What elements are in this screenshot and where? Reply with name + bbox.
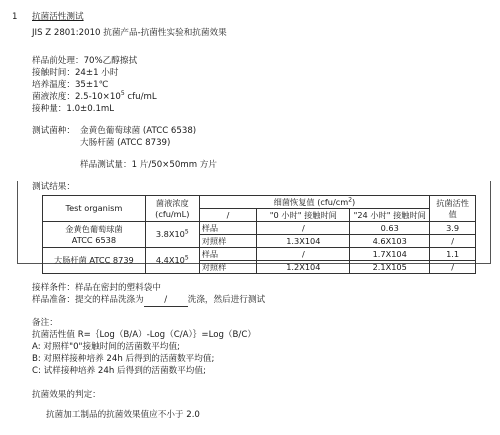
organism-cell: 大肠杆菌 ATCC 8739 xyxy=(43,248,146,274)
value-0h-cell: 1.2X104 xyxy=(257,261,350,274)
table-header-row xyxy=(43,196,476,209)
judgement-title: 抗菌效果的判定： xyxy=(32,390,101,400)
subheader-0h: "0 小时" 接触时间 xyxy=(257,209,350,222)
sample-type-cell: 对照样 xyxy=(199,235,257,248)
activity-cell: 3.9 xyxy=(430,222,476,235)
organism-1: 金黄色葡萄球菌 (ATCC 6538) xyxy=(80,126,197,136)
condition-concentration: 菌液浓度：$2.5-10\times 10^5$ cfu/mL xyxy=(32,90,157,102)
header-activity: 抗菌活性 值 xyxy=(430,196,476,222)
sample-type-cell: 样品 xyxy=(199,248,257,261)
notes-title: 备注： xyxy=(32,318,58,328)
notes-formula: 抗菌活性值 R=｛Log（B/A）-Log（C/A）｝=Log（B/C） xyxy=(32,330,256,340)
condition-inoculum: 接种量：1.0±0.1mL xyxy=(32,104,115,114)
condition-temperature: 培养温度：35±1℃ xyxy=(32,80,109,90)
sample-type-cell: 样品 xyxy=(199,222,257,235)
organisms-label: 测试菌种： xyxy=(32,126,75,136)
sample-type-cell: 对照样 xyxy=(199,261,257,274)
concentration-cell: $4.4X10^5$ xyxy=(145,248,199,274)
organism-2: 大肠杆菌 (ATCC 8739) xyxy=(80,138,171,148)
value-0h-cell: / xyxy=(257,222,350,235)
subheader-24h: "24 小时" 接触时间 xyxy=(350,209,430,222)
header-recovery: 细菌恢复值 $(cfu/cm^2)$ xyxy=(199,196,430,209)
section-number: 1 xyxy=(12,12,18,22)
table-row xyxy=(43,222,476,235)
results-title: 测试结果： xyxy=(32,182,75,192)
notes-b: B: 对照样接种培养 24h 后得到的活菌数平均值; xyxy=(32,354,215,364)
standard-line: JIS Z 2801:2010 抗菌产品-抗菌性实验和抗菌效果 xyxy=(32,28,227,38)
value-0h-cell: / xyxy=(257,248,350,261)
header-organism: Test organism xyxy=(43,196,146,222)
results-table xyxy=(42,195,476,274)
activity-cell: 1.1 xyxy=(430,248,476,261)
condition-pretreatment: 样品前处理：70%乙醇擦拭 xyxy=(32,56,138,66)
value-24h-cell: 4.6X103 xyxy=(350,235,430,248)
concentration-cell: $3.8X10^5$ xyxy=(145,222,199,248)
notes-a: A: 对照样"0"接触时间的活菌数平均值; xyxy=(32,342,180,352)
inoculation-condition: 接样条件：样品在密封的塑料袋中 xyxy=(32,283,161,293)
table-row xyxy=(43,248,476,261)
value-0h-cell: 1.3X104 xyxy=(257,235,350,248)
value-24h-cell: 2.1X105 xyxy=(350,261,430,274)
sample-size: 样品测试量：1 片/50×50mm 方片 xyxy=(80,160,217,170)
sample-preparation: 样品准备：提交的样品洗涤为 / 洗涤，然后进行测试 xyxy=(32,295,266,305)
judgement-text: 抗菌加工制品的抗菌效果值应不小于 2.0 xyxy=(46,410,200,420)
value-24h-cell: 1.7X104 xyxy=(350,248,430,261)
header-concentration: 菌液浓度 (cfu/mL) xyxy=(145,196,199,222)
organism-cell: 金黄色葡萄球菌 ATCC 6538 xyxy=(43,222,146,248)
value-24h-cell: 0.63 xyxy=(350,222,430,235)
condition-contact-time: 接触时间：24±1 小时 xyxy=(32,68,119,78)
activity-cell: / xyxy=(430,235,476,248)
section-title: 抗菌活性测试 xyxy=(32,12,84,22)
activity-cell: / xyxy=(430,261,476,274)
notes-c: C: 试样接种培养 24h 后得到的活菌数平均值; xyxy=(32,366,206,376)
subheader-slash: / xyxy=(199,209,257,222)
